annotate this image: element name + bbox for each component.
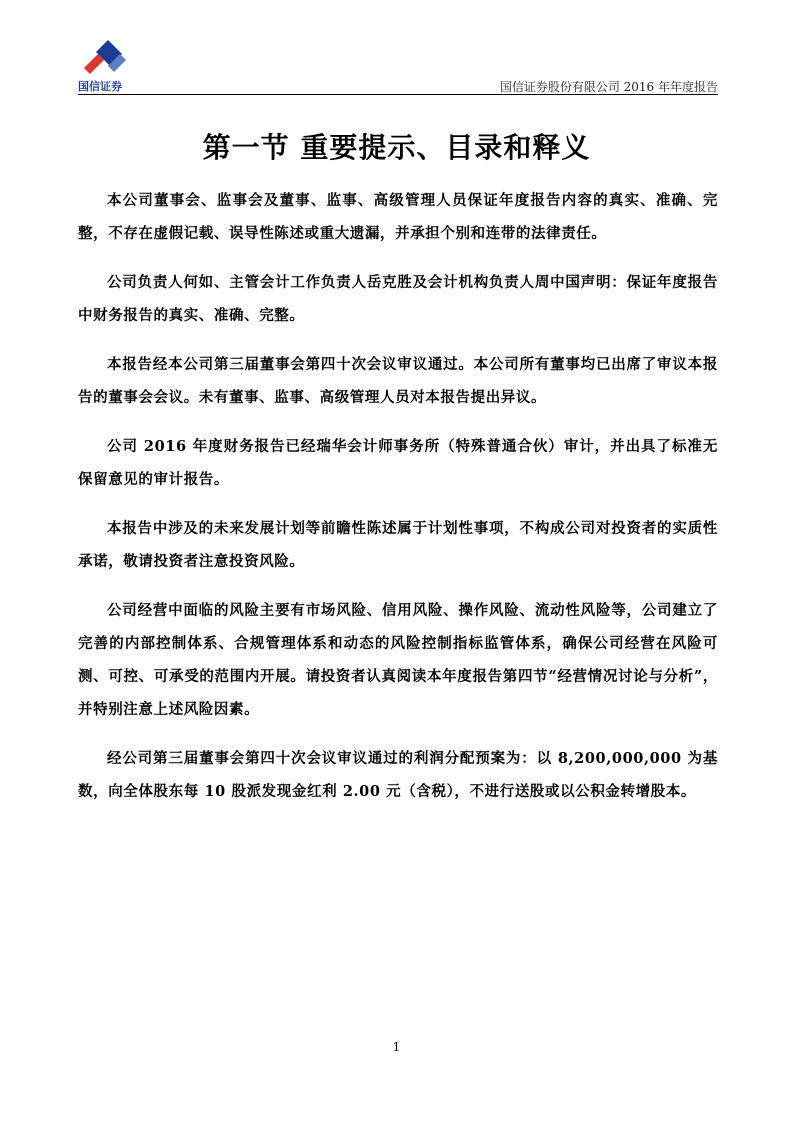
- header-divider: [78, 94, 718, 95]
- report-title: 国信证券股份有限公司 2016 年年度报告: [499, 80, 718, 94]
- page-number: 1: [392, 1040, 401, 1054]
- company-logo: [78, 40, 148, 92]
- main-content: [78, 184, 718, 824]
- section-title: 第一节 重要提示、目录和释义: [202, 131, 591, 164]
- logo-mark-icon: [78, 40, 138, 80]
- paragraph: 公司负责人何如、主管会计工作负责人岳克胜及会计机构负责人周中国声明：保证年度报告中财务报告的真实、准确、完整。: [78, 274, 718, 324]
- paragraph: 本报告中涉及的未来发展计划等前瞻性陈述属于计划性事项，不构成公司对投资者的实质性承诺，敬请投资者注意投资风险。: [78, 520, 718, 570]
- paragraph: 公司 2016 年度财务报告已经瑞华会计师事务所（特殊普通合伙）审计，并出具了标准无保留意见的审计报告。: [78, 438, 718, 488]
- paragraph: 本报告经本公司第三届董事会第四十次会议审议通过。本公司所有董事均已出席了审议本报告的董事会会议。未有董事、监事、高级管理人员对本报告提出异议。: [78, 356, 718, 406]
- page-header: [78, 40, 718, 94]
- paragraph: 经公司第三届董事会第四十次会议审议通过的利润分配预案为：以 8,200,000,000 为基数，向全体股东每 10 股派发现金红利 2.00 元（含税），不进行送股或以公积金转增股本。: [78, 750, 718, 800]
- paragraph: 本公司董事会、监事会及董事、监事、高级管理人员保证年度报告内容的真实、准确、完整，不存在虚假记载、误导性陈述或重大遗漏，并承担个别和连带的法律责任。: [78, 192, 718, 242]
- paragraph: 公司经营中面临的风险主要有市场风险、信用风险、操作风险、流动性风险等，公司建立了完善的内部控制体系、合规管理体系和动态的风险控制指标监管体系，确保公司经营在风险可测、可控、可承受的范围内开展。请投资者认真阅读本年度报告第四节“经营情况讨论与分析”，并特别注意上述风险因素。: [78, 602, 718, 718]
- logo-text: 国信证券: [78, 80, 122, 93]
